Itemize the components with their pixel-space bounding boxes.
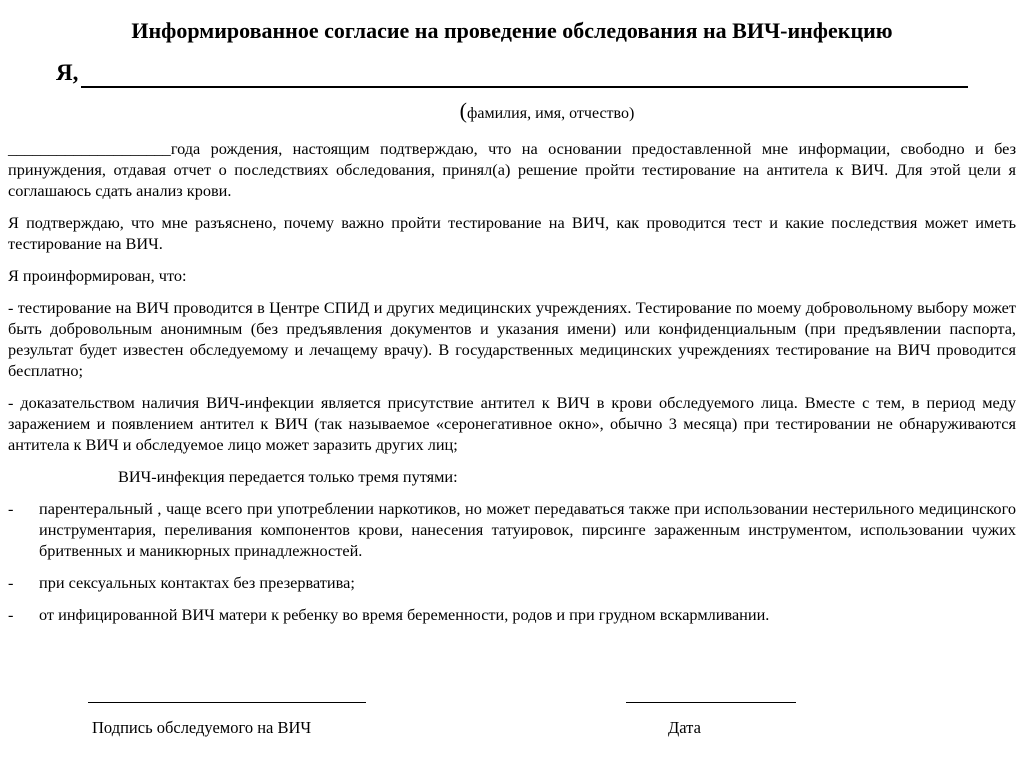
paragraph-text: года рождения, настоящим подтверждаю, что на основании предоставленной мне информации, свободно и без принуждения, отдавая отчет о последствиях обследования, принял(а) решение пройти тестирование на антитела к ВИЧ. Для этой цели я соглашаюсь сдать анализ крови. xyxy=(8,139,1016,200)
full-name-caption xyxy=(0,98,1024,124)
full-name-line xyxy=(56,60,968,88)
signature-blank xyxy=(88,702,366,703)
caption-text: фамилия, имя, отчество) xyxy=(467,105,635,122)
date-blank xyxy=(626,702,796,703)
list-dash: - xyxy=(8,573,14,592)
list-item xyxy=(8,498,1016,561)
paragraph-explained: Я подтверждаю, что мне разъяснено, почему важно пройти тестирование на ВИЧ, как проводится тест и какие последствия может иметь тестирование на ВИЧ. xyxy=(8,213,1016,253)
birth-year-blank: ____________________ xyxy=(8,139,171,158)
document-title: Информированное согласие на проведение обследования на ВИЧ-инфекцию xyxy=(131,18,893,43)
paragraph-informed: Я проинформирован, что: xyxy=(8,266,187,285)
full-name-blank xyxy=(81,86,968,88)
paragraph-antibody-info: - доказательством наличия ВИЧ-инфекции является присутствие антител к ВИЧ в крови обследуемого лица. Вместе с тем, в период меду заражением и появлением антител к ВИЧ (так называемое «серонегативное окно», обычно 3 месяца) при тестировании не обнаруживаются антитела к ВИЧ и обследуемое лицо может заразить других лиц; xyxy=(8,393,1016,454)
list-dash: - xyxy=(8,605,14,624)
paragraph-transmission-intro: ВИЧ-инфекция передается только тремя путями: xyxy=(118,467,458,486)
caption-paren: ( xyxy=(459,98,467,123)
list-item-text: парентеральный , чаще всего при употреблении наркотиков, но может передаваться также при использовании нестерильного медицинского инструментария, переливания компонентов крови, нанесения татуировок, пирсинге зараженным инструментом, использовании чужих бритвенных и маникюрных принадлежностей. xyxy=(39,499,1016,560)
signature-label: Подпись обследуемого на ВИЧ xyxy=(92,718,312,737)
paragraph-birth-consent xyxy=(8,138,1016,201)
paragraph-testing-info: - тестирование на ВИЧ проводится в Центре СПИД и других медицинских учреждениях. Тестирование по моему добровольному выбору может быть добровольным анонимным (без предъявления документов и указания имени) или конфиденциальным (при предъявлении паспорта, результат будет известен обследуемому и лечащему врачу). В государственных медицинских учреждениях тестирование на ВИЧ проводится бесплатно; xyxy=(8,298,1016,380)
consent-body xyxy=(8,138,1016,636)
list-item-text: от инфицированной ВИЧ матери к ребенку во время беременности, родов и при грудном вскармливании. xyxy=(39,605,770,624)
list-item-text: при сексуальных контактах без презерватива; xyxy=(39,573,355,592)
list-item xyxy=(8,572,1016,593)
name-prefix: Я, xyxy=(56,60,79,85)
list-dash: - xyxy=(8,499,14,518)
list-item xyxy=(8,604,1016,625)
date-label: Дата xyxy=(668,718,701,737)
